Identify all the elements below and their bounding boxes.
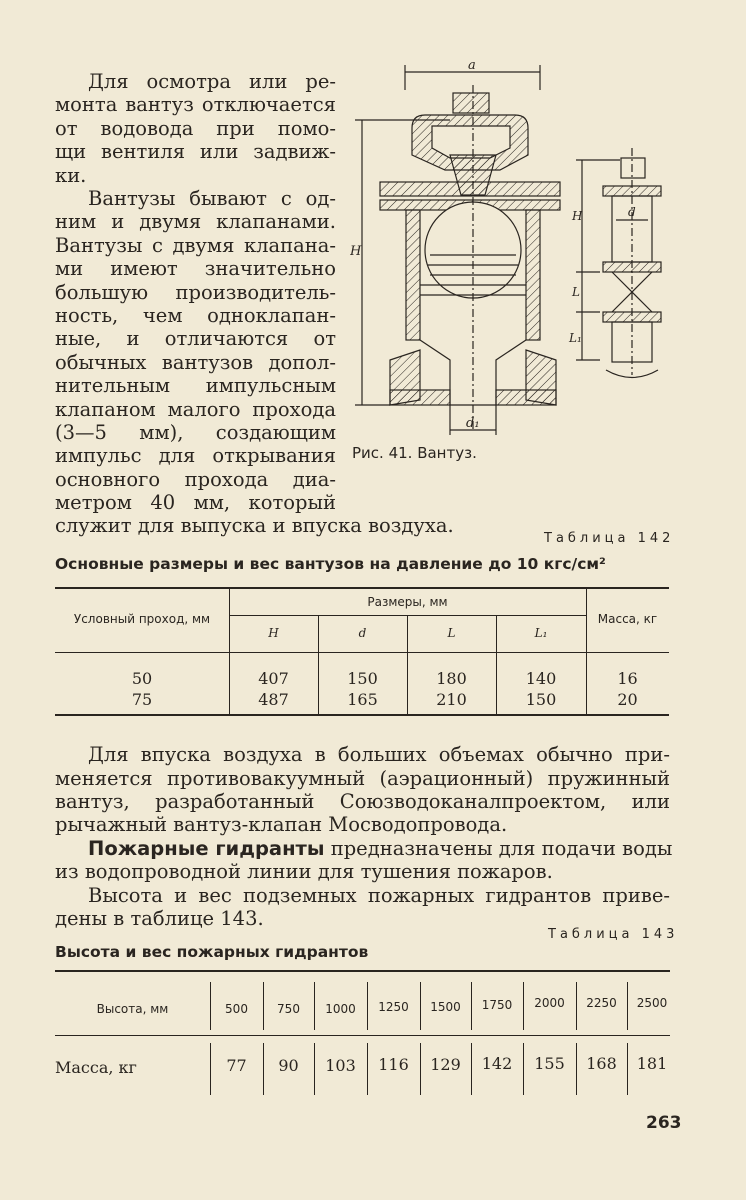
- table-rule: [55, 652, 669, 653]
- cell-height: 1500: [430, 1000, 461, 1014]
- text-line: Вантузы с двумя клапана-: [55, 234, 336, 257]
- term-fire-hydrants: Пожарные гидранты: [88, 837, 325, 860]
- cell-mass: 16: [617, 669, 638, 688]
- text-line: нительным импульсным: [55, 374, 336, 397]
- cell-mass: 142: [481, 1054, 513, 1073]
- cell-L: 210: [436, 690, 467, 709]
- text-line: основного прохода диа-: [55, 468, 336, 491]
- text-line: ним и двумя клапанами.: [55, 210, 336, 233]
- cell-nominal: 75: [131, 690, 153, 709]
- dim-label-L1: L₁: [569, 331, 582, 345]
- text-line: ность, чем одноклапан-: [55, 304, 336, 327]
- text-line: из водопроводной линии для тушения пожаров.: [55, 860, 553, 883]
- text-line: обычных вантузов допол-: [55, 351, 336, 374]
- cell-mass: 116: [378, 1055, 409, 1074]
- dim-label-L: L: [572, 285, 580, 299]
- cell-L: 180: [436, 669, 467, 688]
- cell-L1: 150: [525, 690, 557, 709]
- header-dimensions: Размеры, мм: [367, 595, 448, 609]
- dim-label-H: H: [350, 244, 362, 259]
- dim-label-a: a: [468, 60, 476, 73]
- cell-L1: 140: [525, 669, 557, 688]
- figure-vantuz-drawing: [350, 60, 680, 440]
- table-rule: [55, 970, 670, 972]
- text-line: служит для выпуска и впуска воздуха.: [55, 514, 454, 537]
- cell-mass: 181: [636, 1054, 668, 1073]
- cell-H: 487: [258, 690, 289, 709]
- text-line: ки.: [55, 164, 87, 187]
- text-line: (3—5 мм), создающим: [55, 421, 336, 444]
- header-L: L: [447, 626, 456, 640]
- table-rule: [55, 1035, 670, 1036]
- header-H: H: [268, 626, 279, 640]
- cell-d: 150: [347, 669, 378, 688]
- table-143-label: Таблица 143: [548, 927, 679, 942]
- text-line: вантуз, разработанный Союзводоканалпроектом, или: [55, 790, 670, 813]
- text-line: щи вентиля или задвиж-: [55, 140, 336, 163]
- cell-mass: 129: [430, 1055, 461, 1074]
- cell-height: 1750: [481, 998, 513, 1012]
- text-line: ные, и отличаются от: [55, 327, 336, 350]
- dim-label-H-right: H: [572, 209, 583, 223]
- cell-height: 750: [277, 1002, 300, 1016]
- text-line: большую производитель-: [55, 281, 336, 304]
- cell-height: 1250: [378, 1000, 409, 1014]
- cell-height: 2000: [534, 996, 565, 1010]
- text-line: [88, 837, 672, 861]
- table-142-title: Основные размеры и вес вантузов на давление до 10 кгс/см²: [55, 555, 606, 573]
- figure-caption: Рис. 41. Вантуз.: [352, 444, 477, 462]
- text-line: Вантузы бывают с од-: [88, 187, 336, 210]
- table-rule: [55, 587, 669, 589]
- table-rule: [55, 714, 669, 716]
- header-nominal-bore: Условный проход, мм: [73, 612, 211, 626]
- text-line: Для впуска воздуха в больших объемах обычно при-: [88, 743, 670, 766]
- text-line: меняется противовакуумный (аэрационный) пружинный: [55, 767, 670, 790]
- text-line: дены в таблице 143.: [55, 907, 264, 930]
- text-line: рычажный вантуз-клапан Мосводопровода.: [55, 813, 508, 836]
- cell-mass: 155: [534, 1054, 565, 1073]
- page-number: 263: [646, 1113, 682, 1133]
- cell-mass: 77: [226, 1056, 247, 1075]
- text-line: Высота и вес подземных пожарных гидрантов приве-: [88, 884, 670, 907]
- dim-label-d: d: [628, 205, 636, 219]
- table-143-title: Высота и вес пожарных гидрантов: [55, 943, 369, 961]
- cell-height: 1000: [325, 1002, 356, 1016]
- text-line: от водовода при помо-: [55, 117, 336, 140]
- header-mass: Масса, кг: [597, 612, 658, 626]
- header-d: d: [358, 626, 367, 640]
- cell-mass: 168: [586, 1054, 617, 1073]
- cell-height: 2500: [636, 996, 668, 1010]
- text-line: ми имеют значительно: [55, 257, 336, 280]
- cell-mass: 103: [325, 1056, 356, 1075]
- text-line: монта вантуз отключается: [55, 93, 336, 116]
- cell-height: 2250: [586, 996, 617, 1010]
- cell-height: 500: [225, 1002, 248, 1016]
- row-label-height: Высота, мм: [96, 1002, 169, 1016]
- text-line: Для осмотра или ре-: [88, 70, 336, 93]
- cell-nominal: 50: [131, 669, 153, 688]
- cell-mass: 20: [617, 690, 638, 709]
- cell-H: 407: [258, 669, 289, 688]
- cell-d: 165: [347, 690, 378, 709]
- row-label-mass: Масса, кг: [55, 1058, 137, 1077]
- text-span: предназначены для подачи воды: [324, 837, 673, 860]
- text-line: клапаном малого прохода: [55, 398, 336, 421]
- header-L1: L₁: [534, 626, 548, 640]
- text-line: метром 40 мм, который: [55, 491, 336, 514]
- dim-label-d1: d₁: [466, 416, 480, 431]
- text-line: импульс для открывания: [55, 444, 336, 467]
- cell-mass: 90: [278, 1056, 299, 1075]
- table-142-label: Таблица 142: [544, 531, 675, 546]
